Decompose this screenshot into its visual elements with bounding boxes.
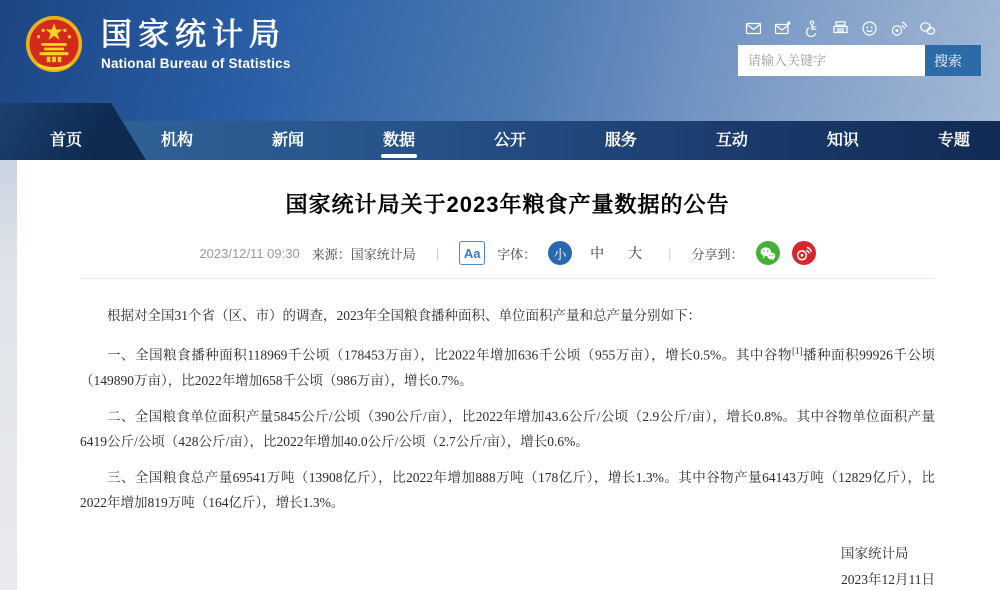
- share-weibo-icon[interactable]: [792, 241, 816, 265]
- paragraph-text: 播种面积99926千公顷（149890万亩），比2022年增加658千公顷（986万亩），增长0.7%。: [80, 347, 936, 388]
- footnote-marker: [1]: [792, 346, 803, 356]
- main-nav: [0, 121, 1000, 160]
- paragraph-intro: 根据对全国31个省（区、市）的调查，2023年全国粮食播种面积、单位面积产量和总产量分别如下：: [107, 308, 701, 323]
- publish-date: 2023/12/11 09:30: [199, 245, 300, 261]
- font-size-reset-button[interactable]: Aa: [459, 241, 485, 265]
- font-size-medium-button[interactable]: 中: [590, 245, 605, 261]
- nav-item-service[interactable]: [605, 121, 637, 160]
- nav-label: 专题: [937, 132, 970, 149]
- article-body: [80, 303, 935, 515]
- article-meta-row: [80, 241, 935, 265]
- paragraph-total-output: 三、全国粮食总产量69541万吨（13908亿斤），比2022年增加888万吨（178亿斤），增长1.3%。其中谷物产量64143万吨（12829亿斤），比2022年增加819万吨（164亿斤），增长1.3%。: [80, 469, 935, 510]
- nav-item-home[interactable]: [50, 121, 82, 160]
- signature-date: 2023年12月11日: [841, 571, 935, 587]
- nav-label: 新闻: [271, 132, 304, 149]
- nav-items: [0, 121, 1000, 160]
- accessibility-icon[interactable]: [803, 20, 820, 37]
- paragraph-text: 一、全国粮食播种面积118969千公顷（178453万亩），比2022年增加636千公顷（955万亩），增长0.5%。其中谷物: [107, 347, 792, 363]
- nav-item-public[interactable]: [494, 121, 526, 160]
- site-header: [0, 0, 1000, 121]
- subscribe-icon[interactable]: [774, 20, 791, 37]
- nav-item-knowledge[interactable]: [827, 121, 859, 160]
- nav-label: 公开: [493, 132, 526, 149]
- search-bar: [738, 45, 1000, 76]
- source-value: 国家统计局: [350, 246, 416, 262]
- paragraph-yield: 二、全国粮食单位面积产量5845公斤/公顷（390公斤/亩），比2022年增加43.6公斤/公顷（2.9公斤/亩），增长0.8%。其中谷物单位面积产量6419公斤/公顷（428公斤/亩），比2022年增加40.0公斤/公顷（2.7公斤/亩），增长0.6%。: [80, 408, 935, 449]
- print-icon[interactable]: [832, 20, 849, 37]
- nav-item-org[interactable]: [161, 121, 193, 160]
- national-emblem-icon: [25, 14, 83, 74]
- meta-divider-line: [80, 278, 935, 279]
- nav-item-special[interactable]: [938, 121, 970, 160]
- source-label: 来源：: [311, 246, 351, 262]
- nav-label: 机构: [160, 132, 193, 149]
- site-logo[interactable]: [25, 14, 291, 74]
- nav-item-data[interactable]: [383, 121, 415, 160]
- mail-icon[interactable]: [745, 20, 762, 37]
- paragraph-sown-area: [80, 339, 935, 393]
- meta-divider: |: [668, 245, 672, 261]
- nav-item-news[interactable]: [272, 121, 304, 160]
- signature-block: [841, 541, 935, 590]
- share-wechat-icon[interactable]: [756, 241, 780, 265]
- source: [312, 244, 416, 263]
- share-label: 分享到：: [691, 246, 744, 262]
- nav-label: 互动: [715, 132, 748, 149]
- wechat-icon[interactable]: [919, 20, 936, 37]
- search-button[interactable]: 搜索: [925, 45, 981, 76]
- nav-label: 首页: [50, 132, 83, 149]
- font-size-label: 字体：: [497, 246, 537, 262]
- logo-text: [101, 17, 291, 71]
- site-name-en: National Bureau of Statistics: [101, 56, 291, 71]
- font-size-small-button[interactable]: 小: [548, 241, 572, 265]
- nav-item-interact[interactable]: [716, 121, 748, 160]
- weibo-icon[interactable]: [890, 20, 907, 37]
- nav-label: 知识: [826, 132, 859, 149]
- site-name: 国家统计局: [101, 17, 286, 52]
- article-title: 国家统计局关于2023年粮食产量数据的公告: [285, 192, 730, 217]
- client-icon[interactable]: [861, 20, 878, 37]
- signature-name: 国家统计局: [841, 545, 909, 561]
- nav-label: 服务: [604, 132, 637, 149]
- active-tab-bar: [381, 154, 417, 158]
- meta-divider: |: [435, 245, 440, 261]
- header-tools: [738, 20, 1000, 76]
- nav-label: 数据: [382, 132, 415, 149]
- search-input[interactable]: [738, 45, 925, 76]
- article-card: [17, 160, 1000, 590]
- header-icon-row: [738, 20, 1000, 37]
- font-size-large-button[interactable]: 大: [628, 245, 643, 261]
